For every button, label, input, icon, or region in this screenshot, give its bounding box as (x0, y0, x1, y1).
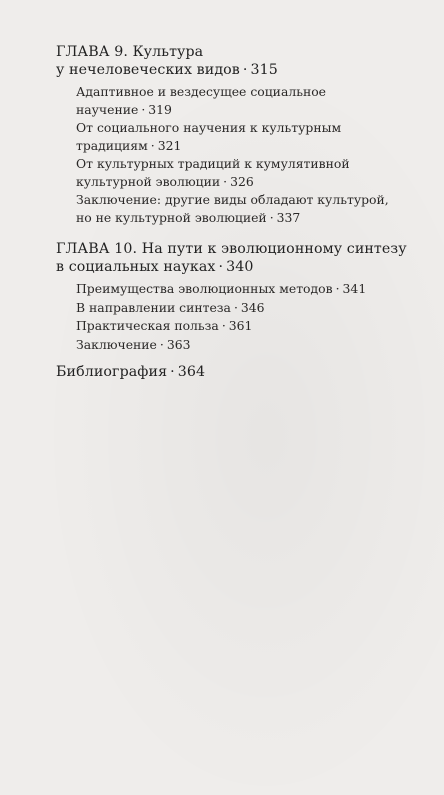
toc-entry-title: традициям (76, 137, 148, 153)
chapter-10-title-line1: ГЛАВА 10. На пути к эволюционному синтезу (56, 241, 407, 257)
toc-entry-text-line1: От социального научения к культурным (76, 120, 342, 135)
toc-entry-page: 326 (230, 173, 254, 189)
toc-entry-page: 321 (157, 137, 182, 153)
chapter-10-title-line2 (56, 258, 416, 276)
page-separator: · (218, 259, 224, 275)
toc-entry-title: Преимущества эволюционных методов (76, 281, 333, 296)
page-separator: · (223, 173, 228, 189)
toc-entry-page: 361 (228, 318, 253, 333)
toc-entry[interactable] (76, 83, 416, 118)
page-separator: · (242, 62, 248, 78)
toc-entry[interactable] (76, 119, 416, 154)
toc-entry-page: 341 (342, 281, 367, 296)
toc-entry-title: В направлении синтеза (76, 299, 231, 315)
chapter-10-heading[interactable] (56, 240, 416, 276)
page-separator: · (269, 209, 274, 225)
chapter-9-title-line1: ГЛАВА 9. Культура (56, 44, 204, 60)
toc-entry-text-line2 (76, 173, 416, 191)
toc-entry-title: Заключение (76, 336, 157, 352)
toc-entry-text-line2 (76, 101, 416, 119)
chapter-9-title-line2 (56, 61, 416, 79)
toc-entry-title: Практическая польза (76, 318, 219, 333)
toc-entry-title: научение (76, 101, 139, 117)
toc-entry[interactable] (76, 191, 416, 226)
toc-entry-title: но не культурной эволюцией (76, 209, 267, 225)
toc-entry[interactable] (76, 336, 416, 354)
chapter-9-sections (76, 83, 416, 226)
page-separator: · (221, 318, 226, 333)
bibliography-title: Библиография (56, 364, 168, 380)
page-separator: · (233, 299, 238, 315)
chapter-9-title-text: у нечеловеческих видов (56, 62, 240, 78)
chapter-9-page-number: 315 (250, 62, 278, 78)
toc-entry-text-line1: От культурных традиций к кумулятивной (76, 156, 350, 171)
toc-entry[interactable] (76, 280, 416, 298)
toc-entry-page: 337 (276, 209, 301, 225)
toc-entry-title: культурной эволюции (76, 173, 221, 189)
toc-entry[interactable] (76, 299, 416, 317)
bibliography-page-number: 364 (177, 364, 206, 380)
chapter-10-page-number: 340 (226, 259, 254, 275)
toc-entry[interactable] (76, 155, 416, 190)
page-separator: · (170, 364, 175, 380)
toc-entry-text-line1: Адаптивное и вездесущее социальное (76, 84, 326, 99)
page-separator: · (150, 137, 155, 153)
table-of-contents (56, 43, 416, 381)
chapter-9-heading[interactable] (56, 43, 416, 79)
toc-entry-text-line2 (76, 209, 416, 227)
page-separator: · (335, 281, 340, 296)
toc-entry-text-line2 (76, 137, 416, 155)
page-separator: · (141, 101, 146, 117)
toc-entry-text-line1: Заключение: другие виды обладают культурой, (76, 192, 389, 207)
toc-entry-page: 319 (148, 101, 172, 117)
toc-entry-page: 363 (166, 336, 191, 352)
toc-entry[interactable] (76, 317, 416, 335)
chapter-10-sections (76, 280, 416, 353)
page-separator: · (159, 336, 164, 352)
toc-entry-page: 346 (240, 299, 265, 315)
chapter-10-title-text: в социальных науках (56, 259, 216, 275)
bibliography-heading[interactable] (56, 363, 416, 381)
